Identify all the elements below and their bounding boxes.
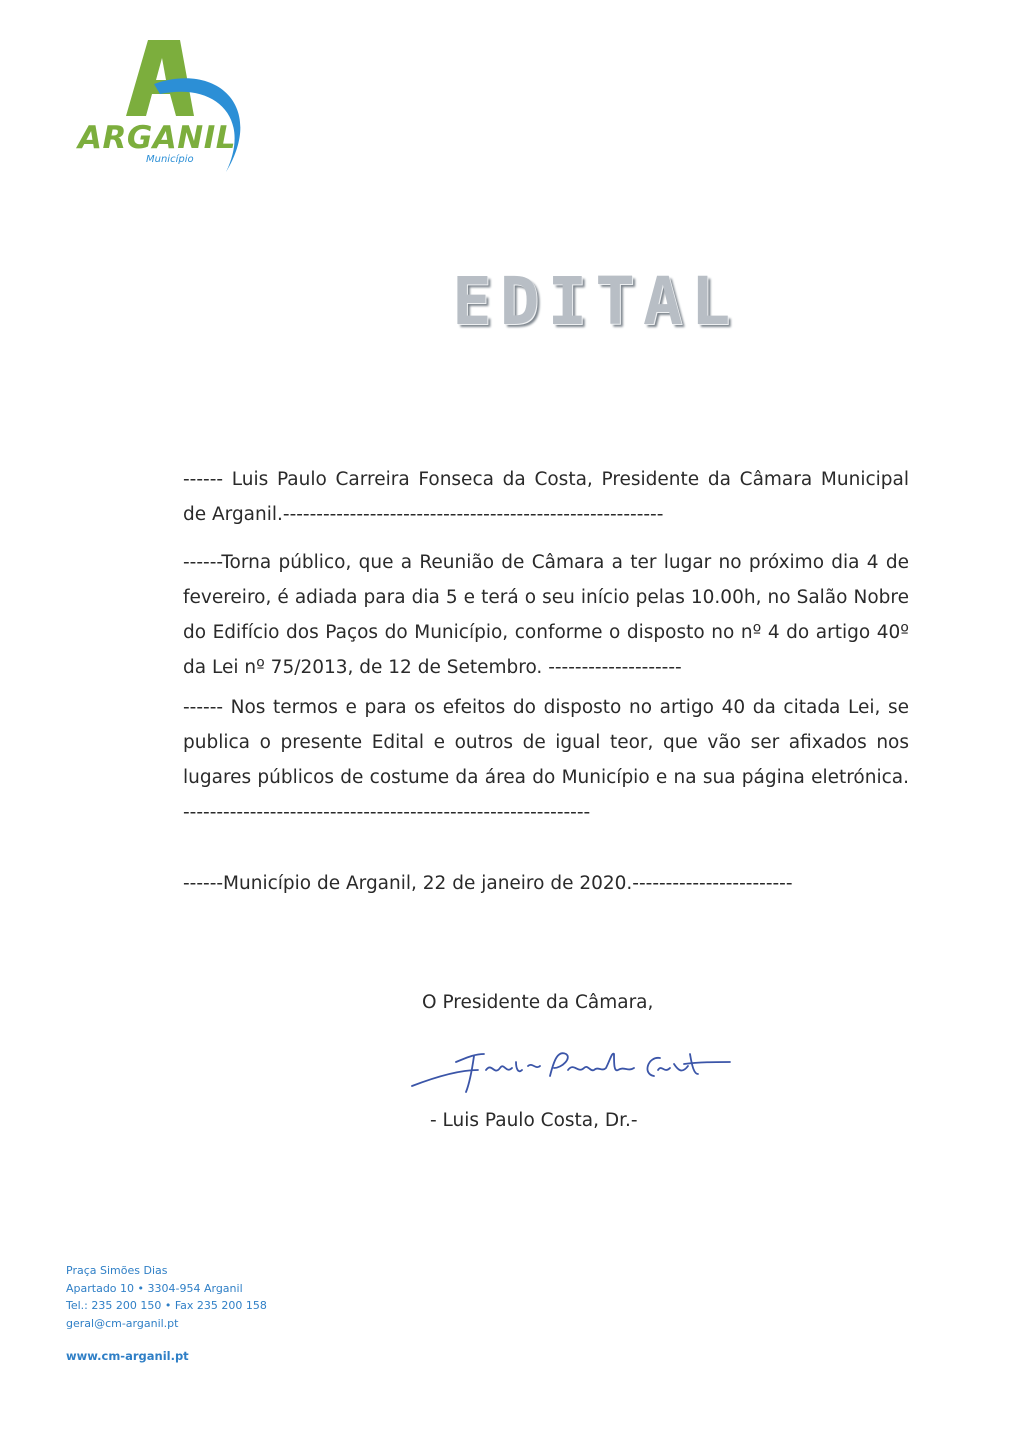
paragraph-announcement: ------Torna público, que a Reunião de Câmara a ter lugar no próximo dia 4 de fevereiro, é adiada para dia 5 e terá o seu início pelas 10.00h, no Salão Nobre do Edifício dos Paços do Município, conforme o disposto no nº 4 do artigo 40º da Lei nº 75/2013, de 12 de Setembro. -------------------- bbox=[183, 552, 909, 678]
logo-name: ARGANIL bbox=[78, 120, 237, 156]
footer-address-line: Apartado 10 • 3304-954 Arganil bbox=[66, 1281, 243, 1295]
signature-stroke-middle bbox=[550, 1053, 634, 1076]
arganil-logo bbox=[76, 36, 266, 176]
signature-title: O Presidente da Câmara, bbox=[422, 992, 654, 1013]
footer-phone-line: Tel.: 235 200 150 • Fax 235 200 158 bbox=[66, 1299, 267, 1312]
footer-email: geral@cm-arganil.pt bbox=[66, 1316, 179, 1330]
footer-address-line: Praça Simões Dias bbox=[66, 1264, 168, 1277]
paragraph-publication: ------ Nos termos e para os efeitos do disposto no artigo 40 da citada Lei, se publica o presente Edital e outros de igual teor, que vão ser afixados nos lugares públicos de costume da área do Município e na sua página eletrónica. ------------------------------------------------------------- bbox=[183, 697, 909, 823]
logo-subtitle: Município bbox=[146, 154, 194, 165]
handwritten-signature-icon bbox=[408, 1040, 738, 1095]
signature-stroke-last bbox=[647, 1054, 730, 1076]
paragraph-president: ------ Luis Paulo Carreira Fonseca da Costa, Presidente da Câmara Municipal de Arganil.--------------------------------------------------------- bbox=[183, 469, 909, 525]
signatory-name: - Luis Paulo Costa, Dr.- bbox=[430, 1110, 638, 1131]
footer-website: www.cm-arganil.pt bbox=[66, 1349, 189, 1363]
document-title: EDITAL bbox=[452, 263, 739, 340]
footer-address bbox=[66, 1262, 366, 1332]
signature-stroke-first bbox=[412, 1054, 540, 1092]
paragraph-date: ------Município de Arganil, 22 de janeiro de 2020.------------------------ bbox=[183, 873, 793, 894]
